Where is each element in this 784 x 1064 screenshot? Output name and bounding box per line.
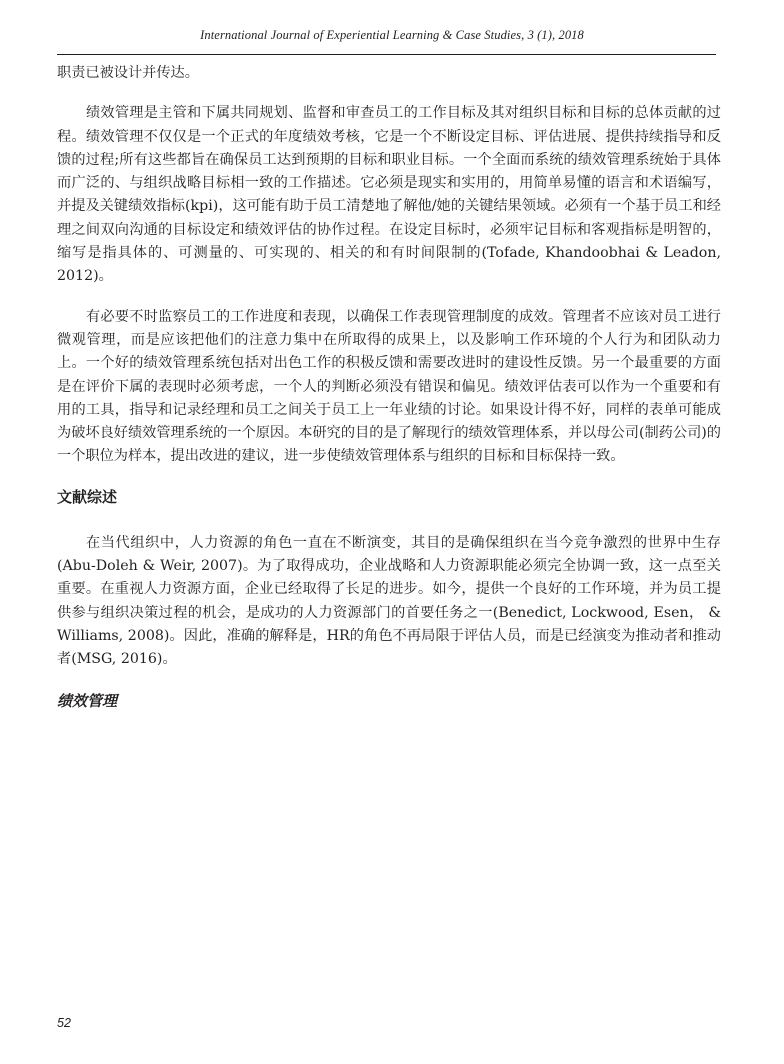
section-heading-literature-review: 文献综述 bbox=[57, 487, 118, 506]
article-body bbox=[57, 62, 721, 712]
paragraph-performance-management: 绩效管理是主管和下属共同规划、监督和审查员工的工作目标及其对组织目标和目标的总体贡献的过程。绩效管理不仅仅是一个正式的年度绩效考核，它是一个不断设定目标、评估进展、提供持续指导和反馈的过程;所有这些都旨在确保员工达到预期的目标和职业目标。一个全面而系统的绩效管理系统始于具体而广泛的、与组织战略目标相一致的工作描述。它必须是现实和实用的，用简单易懂的语言和术语编写，并提及关键绩效指标(kpi)，这可能有助于员工清楚地了解他/她的关键结果领域。必须有一个基于员工和经理之间双向沟通的目标设定和绩效评估的协作过程。在设定目标时，必须牢记目标和客观指标是明智的，缩写是指具体的、可测量的、可实现的、相关的和有时间限制的(Tofade, Khandoobhai & Leadon, 2012)。 bbox=[57, 105, 721, 285]
page-number: 52 bbox=[57, 1016, 71, 1030]
subsection-heading-performance-management: 绩效管理 bbox=[57, 691, 118, 710]
paragraph-monitoring: 有必要不时监察员工的工作进度和表现，以确保工作表现管理制度的成效。管理者不应该对员工进行微观管理，而是应该把他们的注意力集中在所取得的成果上，以及影响工作环境的个人行为和团队动力上。一个好的绩效管理系统包括对出色工作的积极反馈和需要改进时的建设性反馈。另一个最重要的方面是在评价下属的表现时必须考虑，一个人的判断必须没有错误和偏见。绩效评估表可以作为一个重要和有用的工具，指导和记录经理和员工之间关于员工上一年业绩的讨论。如果设计得不好，同样的表单可能成为破坏良好绩效管理系统的一个原因。本研究的目的是了解现行的绩效管理体系，并以母公司(制药公司)的一个职位为样本，提出改进的建议，进一步使绩效管理体系与组织的目标和目标保持一致。 bbox=[57, 308, 721, 465]
continuation-paragraph: 职责已被设计并传达。 bbox=[57, 65, 199, 81]
running-head: International Journal of Experiential Learning & Case Studies, 3 (1), 2018 bbox=[200, 28, 584, 42]
header-rule bbox=[57, 54, 716, 55]
paragraph-hr-role: 在当代组织中，人力资源的角色一直在不断演变，其目的是确保组织在当今竞争激烈的世界中生存(Abu-Doleh & Weir, 2007)。为了取得成功，企业战略和人力资源职能必须完全协调一致，这一点至关重要。在重视人力资源方面，企业已经取得了长足的进步。如今，提供一个良好的工作环境，并为员工提供参与组织决策过程的机会，是成功的人力资源部门的首要任务之一(Benedict, Lockwood, Esen， & Williams, 2008)。因此，准确的解释是，HR的角色不再局限于评估人员，而是已经演变为推动者和推动者(MSG, 2016)。 bbox=[57, 534, 721, 668]
